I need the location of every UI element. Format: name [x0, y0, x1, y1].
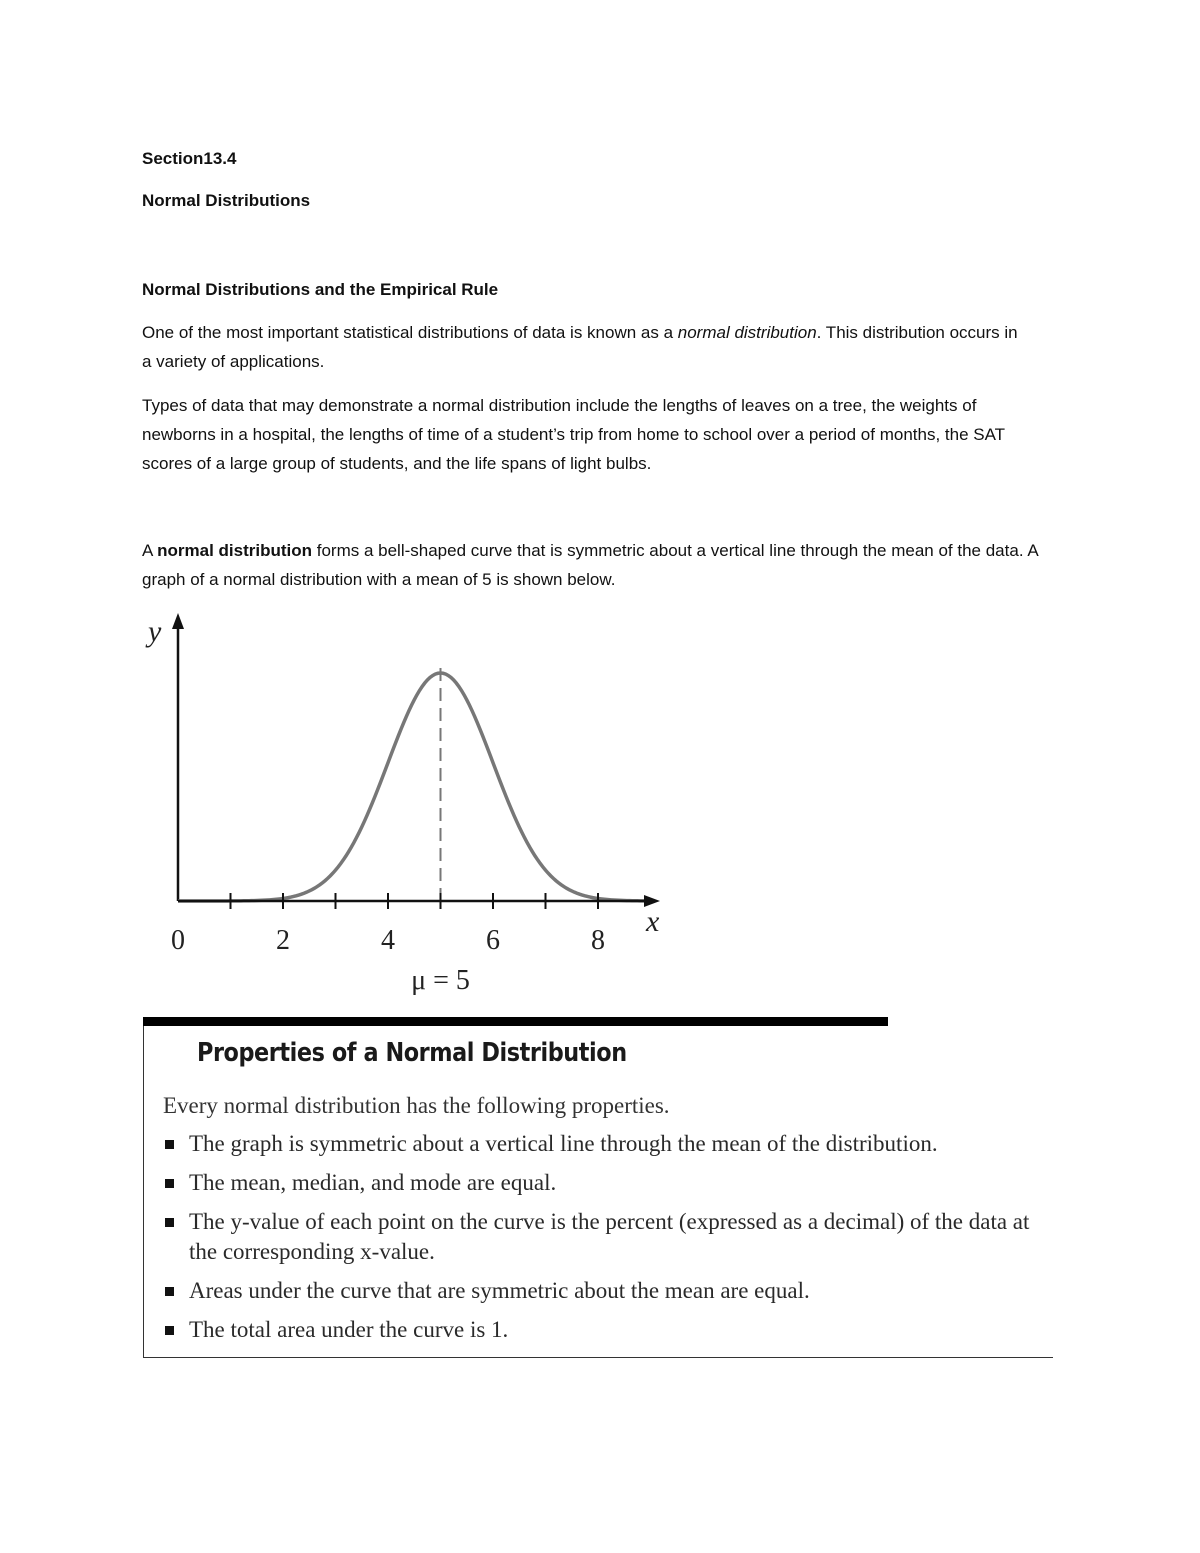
bullet-icon [165, 1140, 174, 1149]
section-number: Section13.4 [142, 149, 237, 168]
definition-term: normal distribution [157, 541, 313, 560]
examples-paragraph: Types of data that may demonstrate a normal distribution include the lengths of leaves on a tree, the weights of newborns in a hospital, the lengths of time of a student’s trip from home to school over a period of months, the SAT scores of a large group of students, and the life spans of light bulbs. [142, 396, 1005, 473]
property-text: The y-value of each point on the curve is the percent (expressed as a decimal) of the data at the corresponding x-value. [189, 1209, 1030, 1264]
property-text: The mean, median, and mode are equal. [189, 1170, 557, 1195]
x-tick-label: 2 [276, 925, 290, 956]
intro-text-a: One of the most important statistical distributions of data is known as a [142, 323, 678, 342]
y-axis-arrow [172, 613, 184, 629]
x-tick-label: 4 [381, 925, 395, 956]
properties-title: Properties of a Normal Distribution [197, 1038, 627, 1068]
definition-text-a: A [142, 541, 158, 560]
y-axis-label: y [148, 615, 162, 648]
property-text: The graph is symmetric about a vertical line through the mean of the distribution. [189, 1131, 938, 1156]
bullet-icon [165, 1179, 174, 1188]
section-title: Normal Distributions [142, 191, 311, 210]
intro-paragraph [142, 318, 1022, 376]
intro-term: normal distribution [677, 323, 817, 342]
properties-top-bar [143, 1017, 888, 1026]
normal-distribution-chart [140, 605, 680, 1005]
x-axis-label: x [646, 905, 660, 938]
definition-paragraph [142, 536, 1042, 594]
x-tick-label: 0 [171, 925, 185, 956]
intro-text-b: . This distribution occurs in a variety of applications. [142, 323, 1018, 371]
normal-curve [178, 673, 651, 901]
properties-intro: Every normal distribution has the following properties. [163, 1093, 670, 1118]
x-tick-label: 6 [486, 925, 500, 956]
bullet-icon [165, 1326, 174, 1335]
x-tick-label: 8 [591, 925, 605, 956]
bullet-icon [165, 1287, 174, 1296]
mean-label: μ = 5 [411, 965, 470, 996]
subsection-title: Normal Distributions and the Empirical Rule [142, 280, 499, 299]
property-text: Areas under the curve that are symmetric about the mean are equal. [189, 1278, 810, 1303]
bullet-icon [165, 1218, 174, 1227]
definition-text-b: forms a bell-shaped curve that is symmetric about a vertical line through the mean of the data. A graph of a normal distribution with a mean of 5 is shown below. [142, 541, 1038, 589]
property-text: The total area under the curve is 1. [189, 1317, 509, 1342]
